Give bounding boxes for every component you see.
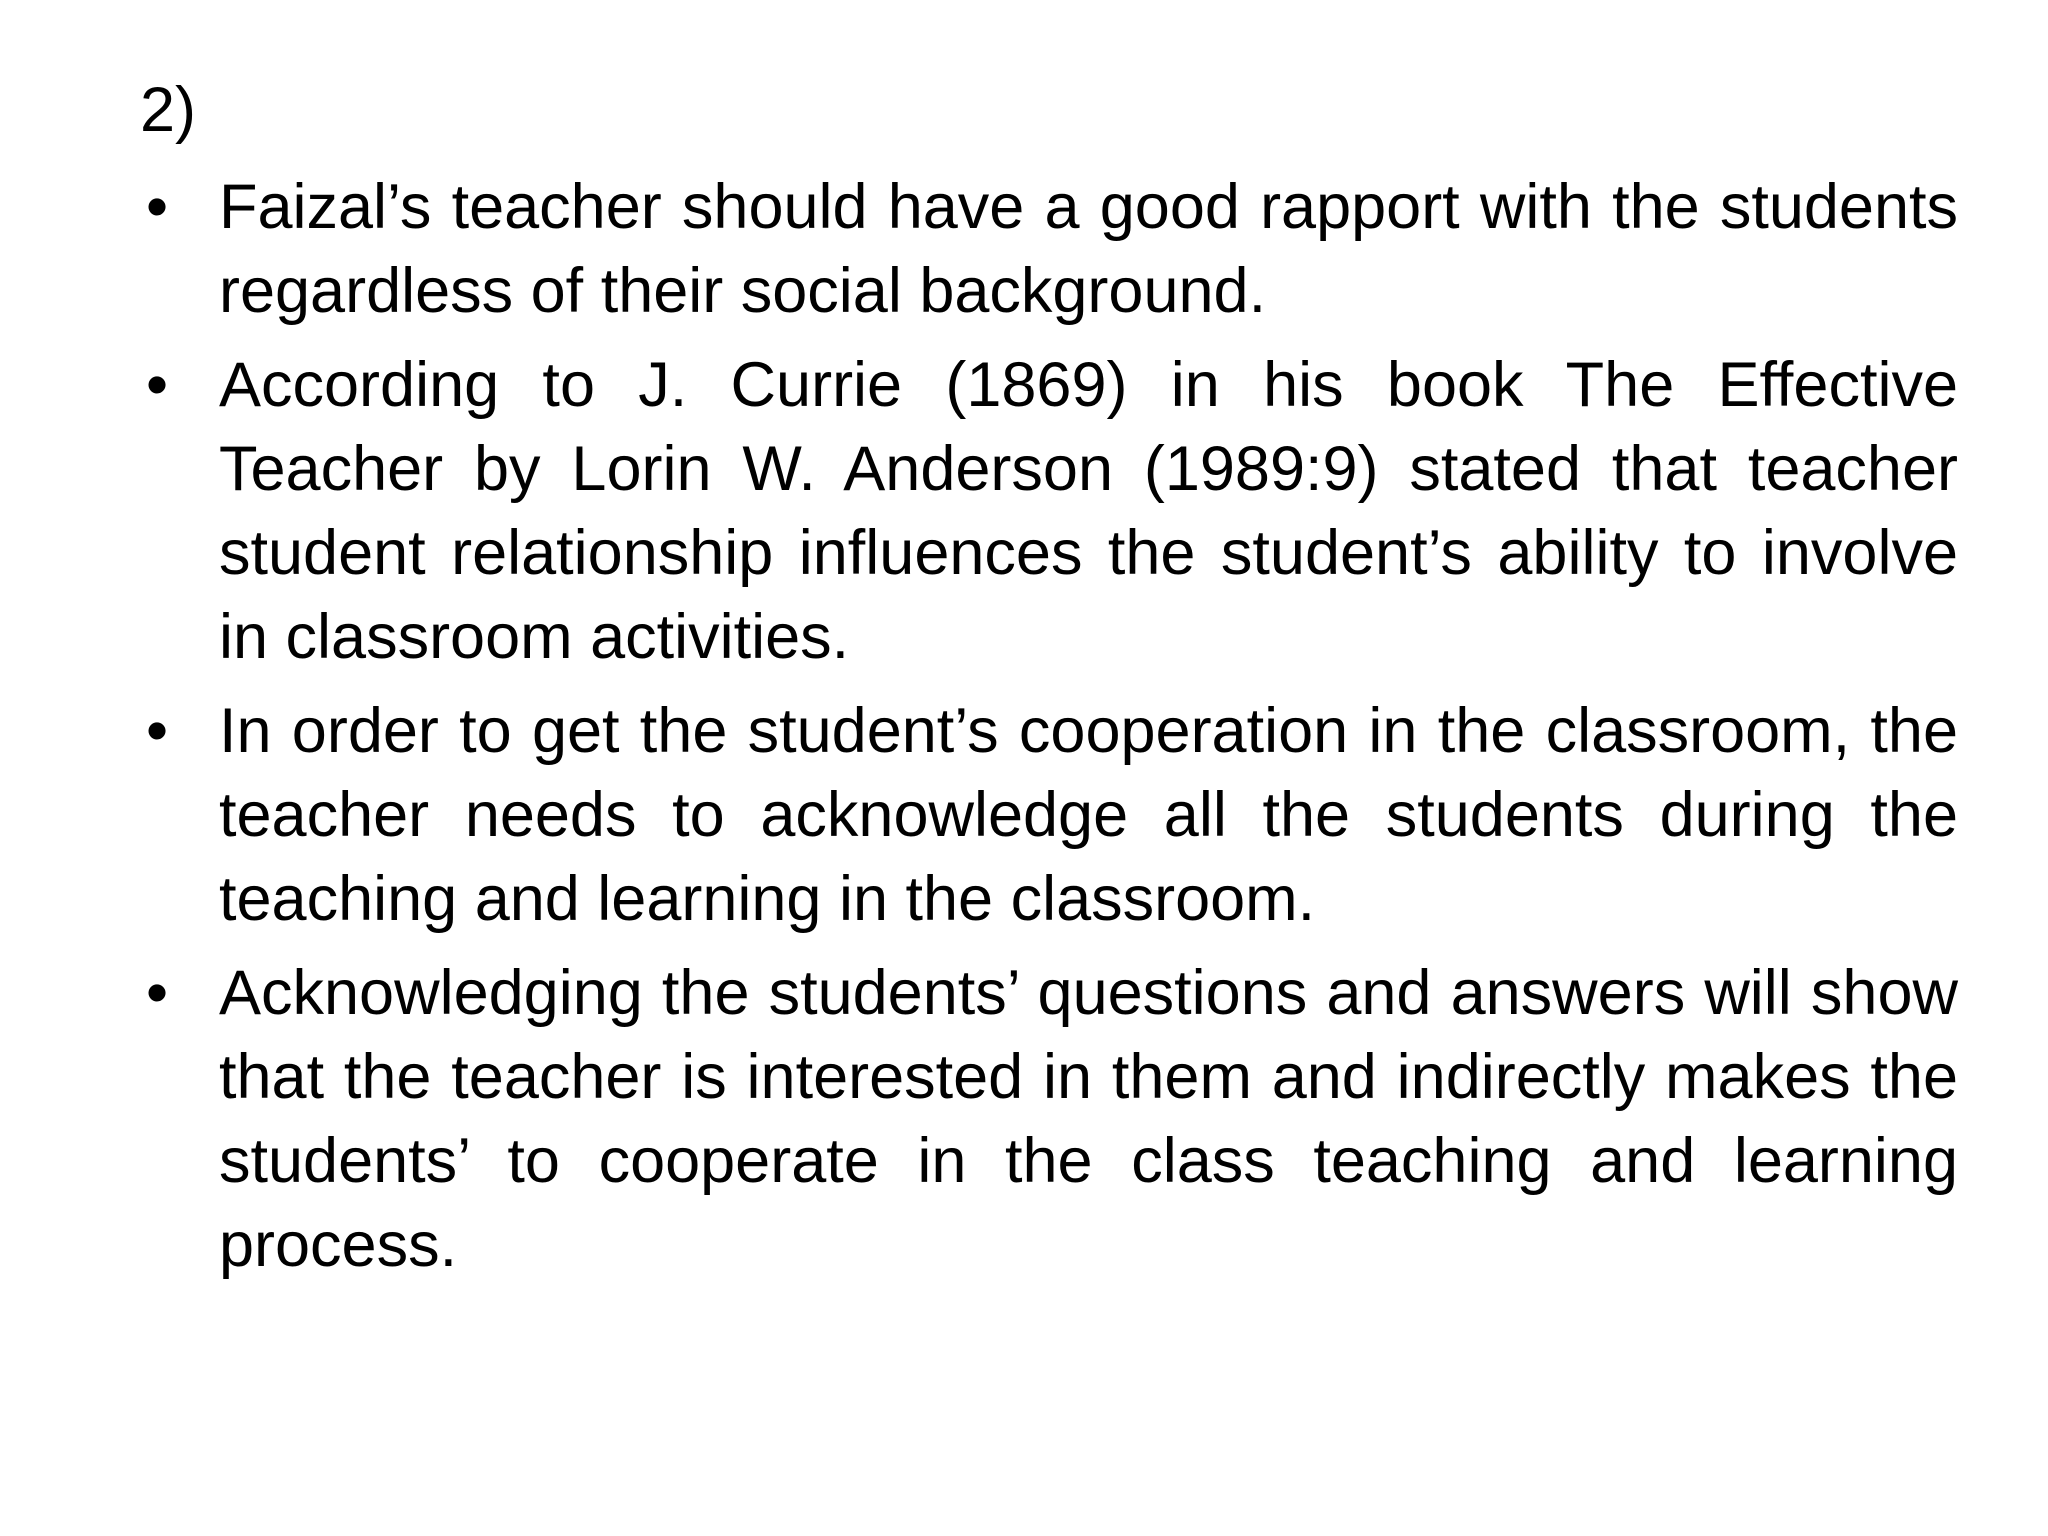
bullet-text: In order to get the student’s cooperation in the classroom, the teacher needs to acknowledge all the students during the teaching and learning in the classroom. [219,696,1958,934]
bullet-text: Acknowledging the students’ questions and answers will show that the teacher is interested in them and indirectly makes the students’ to cooperate in the class teaching and learning process. [219,958,1958,1280]
bullet-text: Faizal’s teacher should have a good rapport with the students regardless of their social background. [219,172,1958,326]
bullet-list [140,165,1958,1297]
bullet-dot-icon: • [146,696,169,766]
bullet-item [140,951,1958,1287]
bullet-item [140,689,1958,941]
bullet-item [140,165,1958,333]
bullet-dot-icon: • [146,172,169,242]
bullet-item [140,343,1958,679]
bullet-dot-icon: • [146,350,169,420]
bullet-dot-icon: • [146,958,169,1028]
slide-heading: 2) [140,75,197,145]
bullet-text: According to J. Currie (1869) in his book The Effective Teacher by Lorin W. Anderson (1989:9) stated that teacher student relationship influences the student’s ability to involve in classroom activities. [219,350,1958,672]
